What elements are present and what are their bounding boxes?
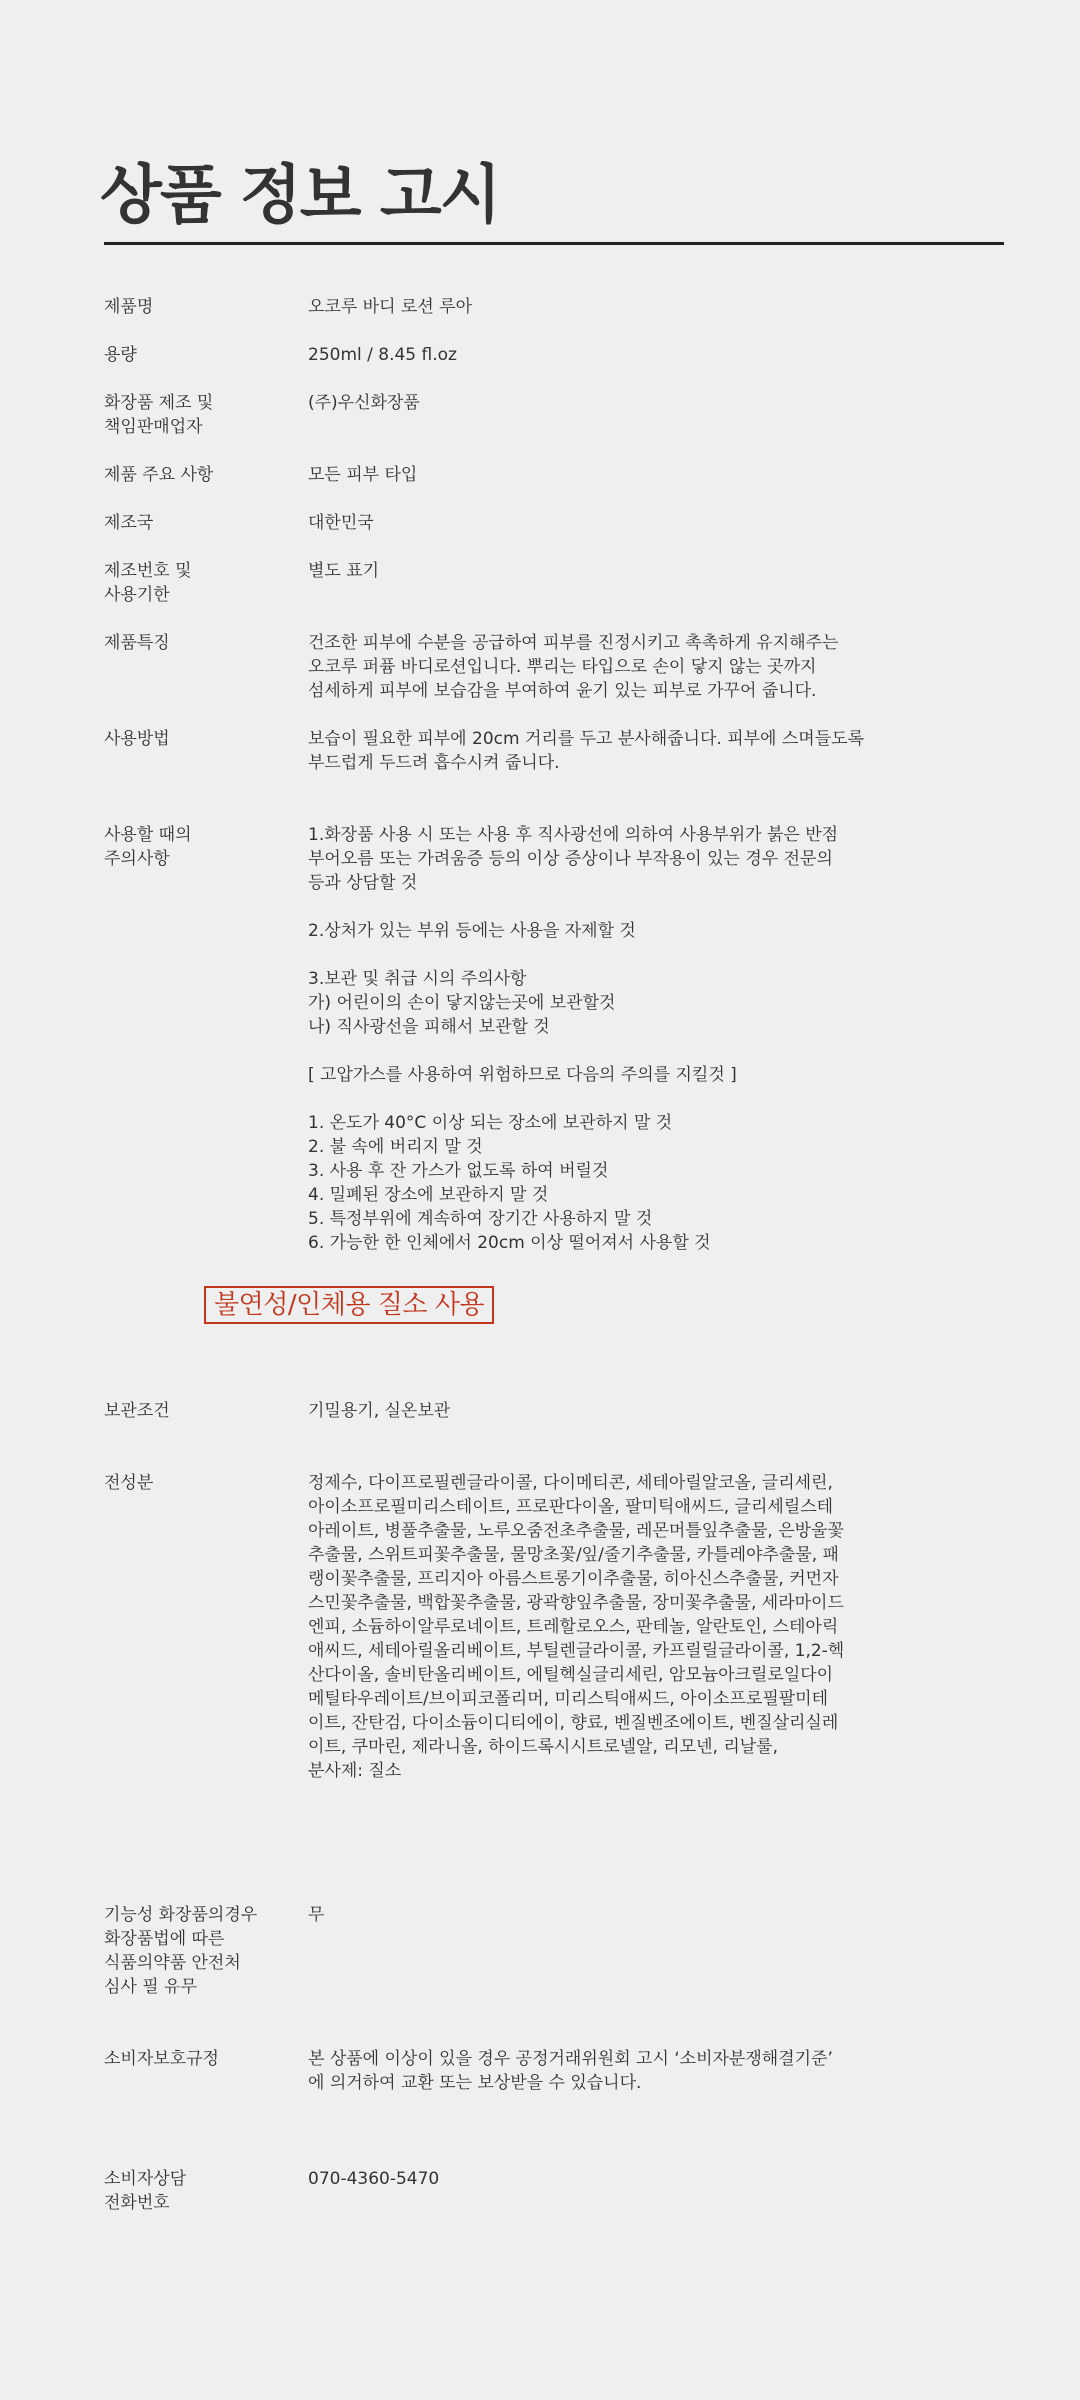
row-value: 1.화장품 사용 시 또는 사용 후 직사광선에 의하여 사용부위가 붉은 반점 부어오름 또는 가려움증 등의 이상 증상이나 부작용이 있는 경우 전문의 등과 상담할 것 2.상처가 있는 부위 등에는 사용을 자제할 것 3.보관 및 취급 시의 주의사항 가) 어린이의 손이 닿지않는곳에 보관할것 나) 직사광선을 피해서 보관할 것 [ 고압가스를 사용하여 위험하므로 다음의 주의를 지킬것 ] 1. 온도가 40°C 이상 되는 장소에 보관하지 말 것 2. 불 속에 버리지 말 것 3. 사용 후 잔 가스가 없도록 하여 버릴것 4. 밀폐된 장소에 보관하지 말 것 5. 특정부위에 계속하여 장기간 사용하지 말 것 6. 가능한 한 인체에서 20cm 이상 떨어져서 사용할 것 — [308, 825, 839, 1253]
row-label: 화장품 제조 및 책임판매업자 — [104, 393, 214, 437]
row-value: 별도 표기 — [308, 561, 380, 581]
row-value: 보습이 필요한 피부에 20cm 거리를 두고 분사해줍니다. 피부에 스며들도록 부드럽게 두드려 흡수시켜 줍니다. — [308, 729, 864, 773]
row-label: 소비자상담 전화번호 — [104, 2169, 187, 2213]
row-label: 제조국 — [104, 513, 154, 533]
row-label: 전성분 — [104, 1473, 154, 1493]
page-title: 상품 정보 고시 — [100, 159, 500, 233]
row-value: 건조한 피부에 수분을 공급하여 피부를 진정시키고 촉촉하게 유지해주는 오코루 퍼퓸 바디로션입니다. 뿌리는 타입으로 손이 닿지 않는 곳까지 섬세하게 피부에 보습감을 부여하여 윤기 있는 피부로 가꾸어 줍니다. — [308, 633, 839, 701]
row-value: 무 — [308, 1905, 325, 1925]
row-value: 대한민국 — [308, 513, 374, 533]
row-value: 오코루 바디 로션 루아 — [308, 297, 473, 317]
row-label: 보관조건 — [104, 1401, 170, 1421]
row-label: 소비자보호규정 — [104, 2049, 219, 2069]
row-value: 250ml / 8.45 fl.oz — [308, 345, 457, 365]
row-label: 제품 주요 사항 — [104, 465, 214, 485]
row-value: 정제수, 다이프로필렌글라이콜, 다이메티콘, 세테아릴알코올, 글리세린, 아이소프로필미리스테이트, 프로판다이올, 팔미틱애씨드, 글리세릴스테 아레이트, 병풀추출물, 노루오줌전초추출물, 레몬머틀잎추출물, 은방울꽃 추출물, 스위트피꽃추출물, 물망초꽃/잎/줄기추출물, 카틀레야추출물, 패 랭이꽃추출물, 프리지아 아름스트롱기이추출물, 히아신스추출물, 커먼자 스민꽃추출물, 백합꽃추출물, 광곽향잎추출물, 장미꽃추출물, 세라마이드 엔피, 소듐하이알루로네이트, 트레할로오스, 판테놀, 알란토인, 스테아릭 애씨드, 세테아릴올리베이트, 부틸렌글라이콜, 카프릴릴글라이콜, 1,2-헥 산다이올, 솔비탄올리베이트, 에틸헥실글리세린, 암모늄아크릴로일다이 메틸타우레이트/브이피코폴리머, 미리스틱애씨드, 아이소프로필팔미테 이트, 잔탄검, 다이소듐이디티에이, 향료, 벤질벤조에이트, 벤질살리실레 이트, 쿠마린, 제라니올, 하이드록시시트로넬알, 리모넨, 리날룰, 분사제: 질소 — [308, 1473, 845, 1781]
row-value: (주)우신화장품 — [308, 393, 420, 413]
row-label: 제조번호 및 사용기한 — [104, 561, 192, 605]
row-value: 본 상품에 이상이 있을 경우 공정거래위원회 고시 ‘소비자분쟁해결기준’ 에 의거하여 교환 또는 보상받을 수 있습니다. — [308, 2049, 833, 2093]
title-divider — [104, 242, 1004, 245]
row-label: 용량 — [104, 345, 137, 365]
row-label: 제품특징 — [104, 633, 170, 653]
row-value: 기밀용기, 실온보관 — [308, 1401, 451, 1421]
nitrogen-notice-badge: 불연성/인체용 질소 사용 — [204, 1286, 494, 1324]
row-value: 모든 피부 타입 — [308, 465, 418, 485]
row-label: 사용방법 — [104, 729, 170, 749]
row-label: 사용할 때의 주의사항 — [104, 825, 192, 869]
row-value: 070-4360-5470 — [308, 2169, 440, 2189]
row-label: 기능성 화장품의경우 화장품법에 따른 식품의약품 안전처 심사 필 유무 — [104, 1905, 258, 1997]
row-label: 제품명 — [104, 297, 154, 317]
